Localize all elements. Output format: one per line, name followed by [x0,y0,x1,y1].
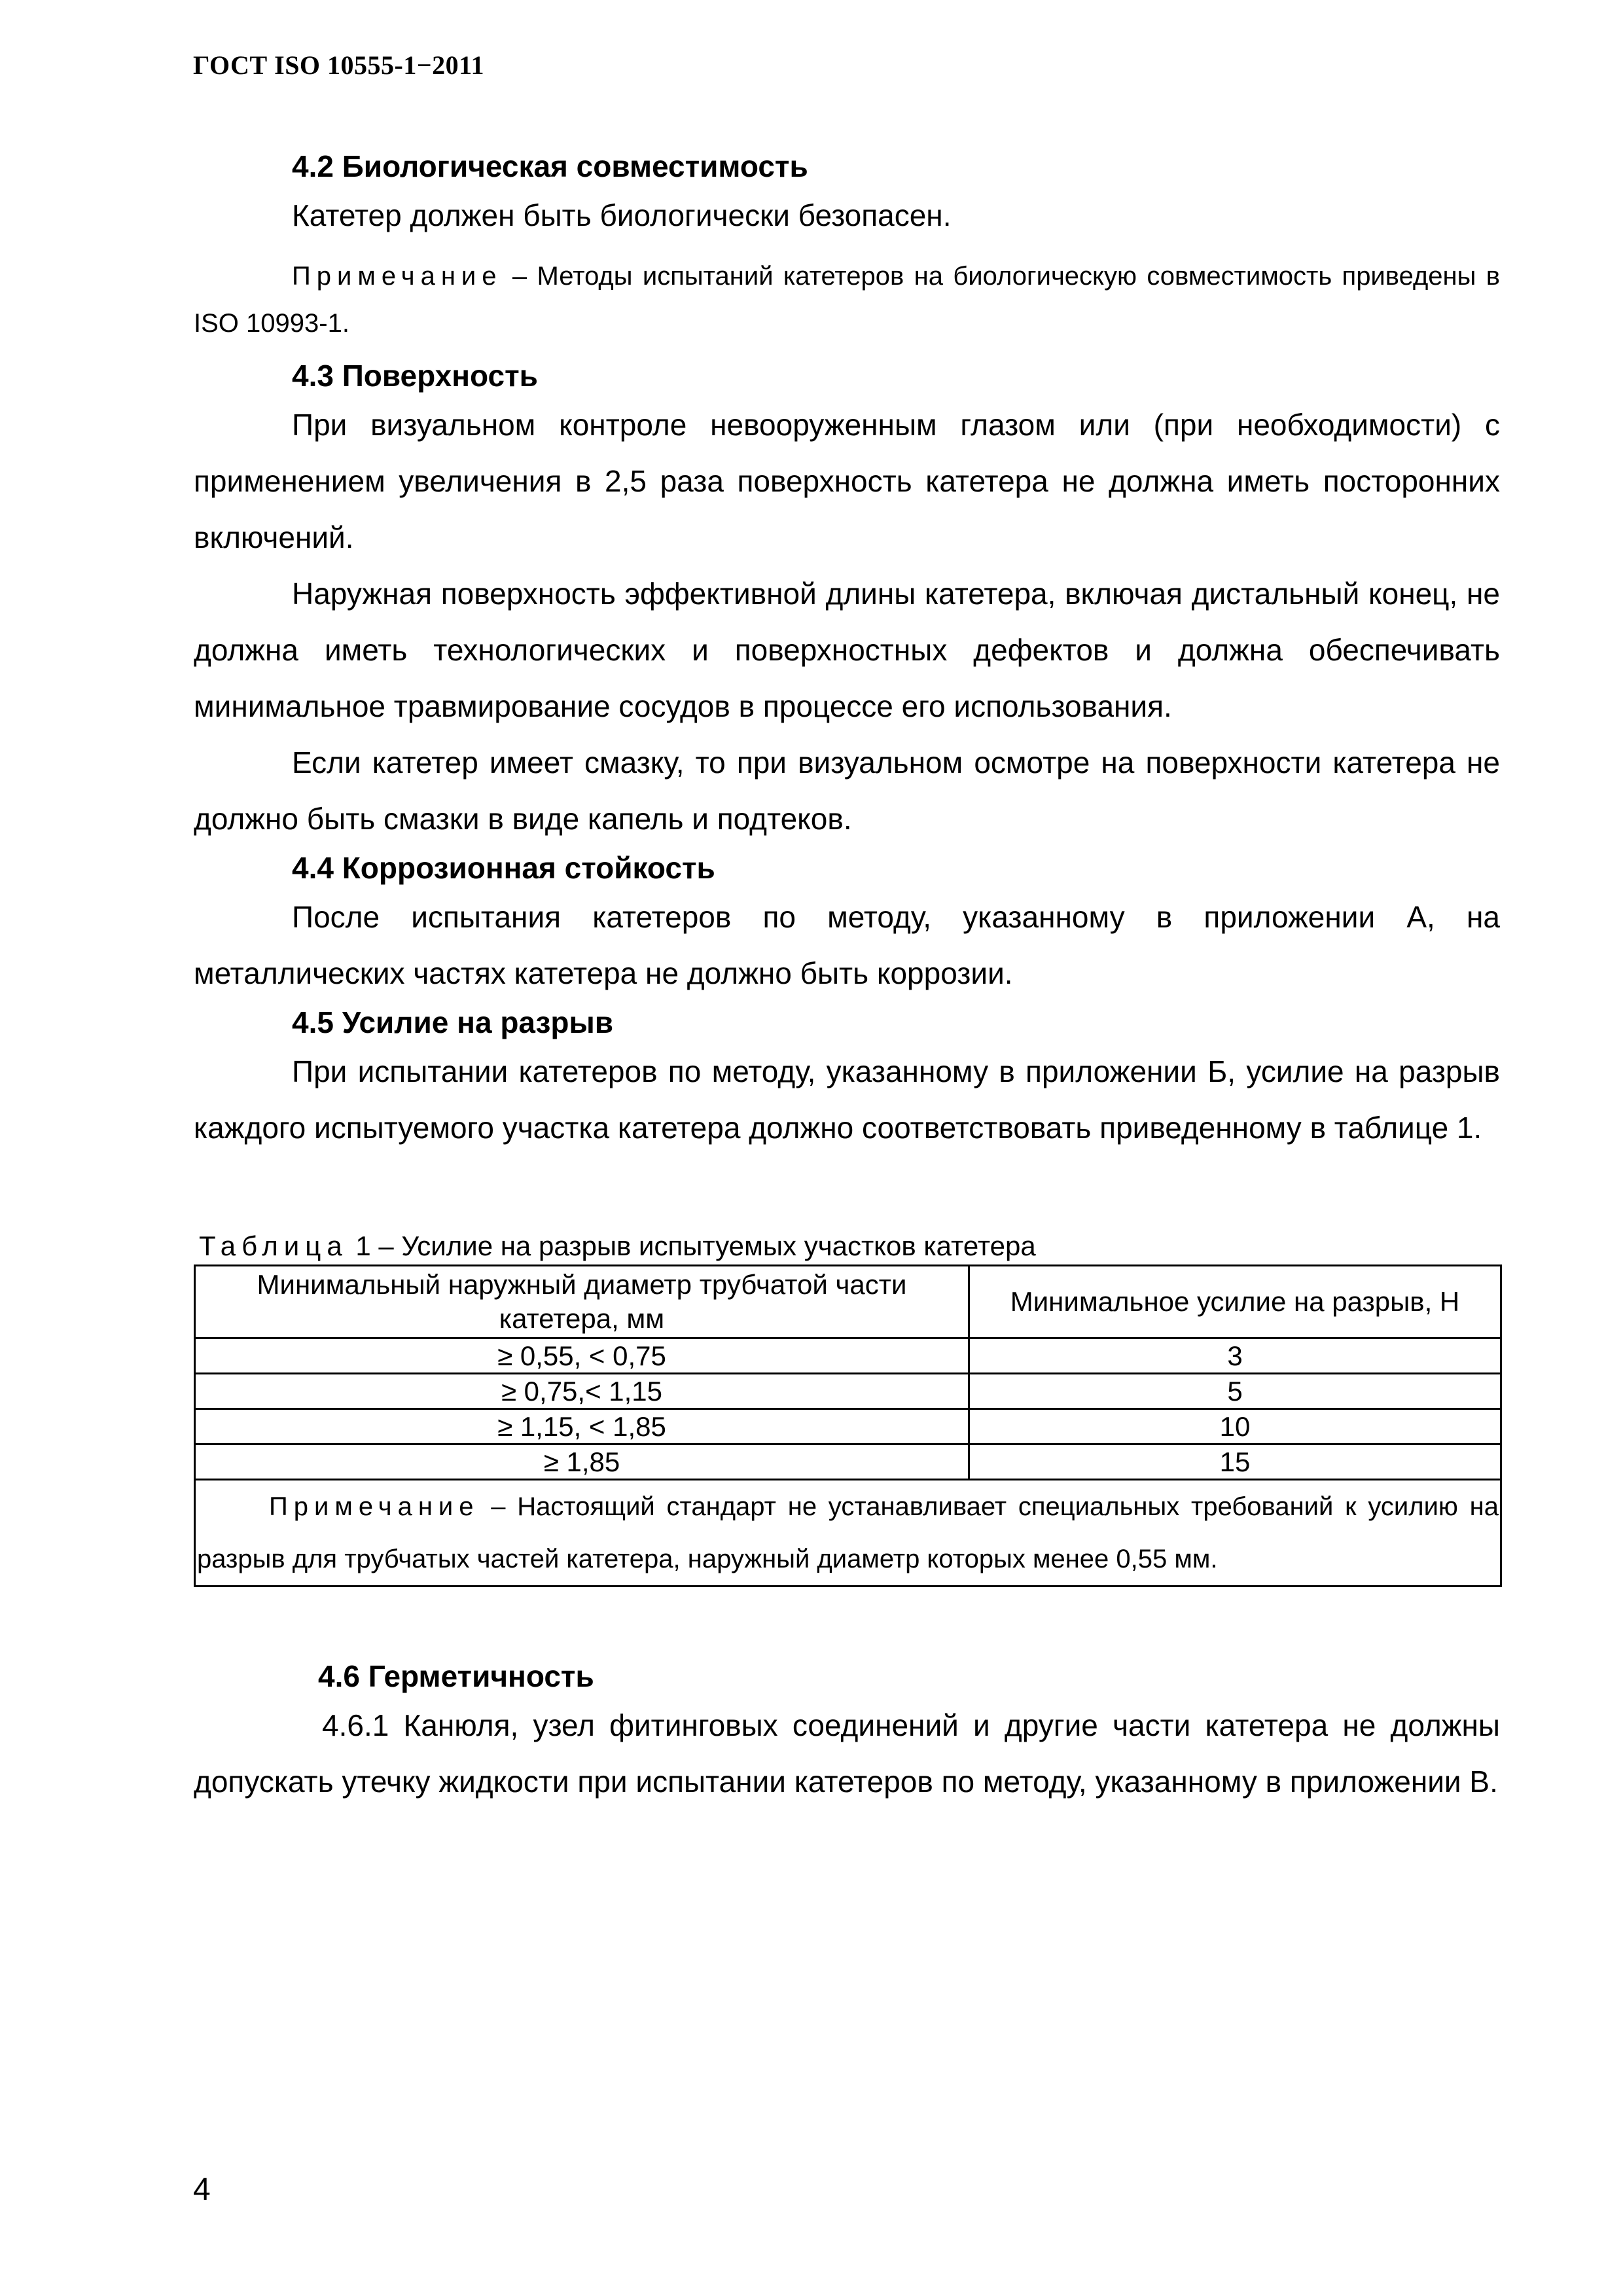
paragraph: 4.6.1 Канюля, узел фитинговых соединений и другие части катетера не должны допускать утечку жидкости при испытании катетеров по методу, указанному в приложении В. [194,1708,1500,1799]
section-heading-4-6: 4.6 Герметичность [318,1659,594,1693]
force-cell: 15 [969,1444,1501,1480]
table-note-text: – Настоящий стандарт не устанавливает специальных требований к усилию на разрыв для трубчатых частей катетера, наружный диаметр которых менее 0,55 мм. [197,1492,1499,1573]
column-header-diameter: Минимальный наружный диаметр трубчатой части катетера, мм [195,1266,969,1338]
paragraph: При визуальном контроле невооруженным глазом или (при необходимости) с применением увеличения в 2,5 раза поверхность катетера не должна иметь посторонних включений. [194,408,1500,554]
diameter-cell: ≥ 0,55, < 0,75 [195,1338,969,1374]
force-cell: 3 [969,1338,1501,1374]
table-row [195,1374,1501,1409]
paragraph: При испытании катетеров по методу, указанному в приложении Б, усилие на разрыв каждого испытуемого участка катетера должно соответствовать приведенному в таблице 1. [194,1054,1500,1145]
table-caption-label: Таблица [199,1230,348,1261]
section-heading-4-4: 4.4 Коррозионная стойкость [292,851,715,885]
table-header-row [195,1266,1501,1338]
table-note-row [195,1480,1501,1587]
paragraph: Если катетер имеет смазку, то при визуальном осмотре на поверхности катетера не должно быть смазки в виде капель и подтеков. [194,745,1500,836]
page-content [194,145,1500,1810]
table-note-label: Примечание [269,1492,480,1521]
force-cell: 5 [969,1374,1501,1409]
note [194,253,1500,347]
table-caption [194,1228,1500,1265]
paragraph: Наружная поверхность эффективной длины катетера, включая дистальный конец, не должна иметь технологических и поверхностных дефектов и должна обеспечивать минимальное травмирование сосудов в процессе его использования. [194,577,1500,723]
page-number: 4 [193,2172,211,2207]
section-heading-4-2: 4.2 Биологическая совместимость [292,149,808,183]
table-note [195,1480,1501,1587]
table-row [195,1409,1501,1444]
column-header-force: Минимальное усилие на разрыв, Н [969,1266,1501,1338]
diameter-cell: ≥ 1,85 [195,1444,969,1480]
table-row [195,1338,1501,1374]
paragraph: После испытания катетеров по методу, указанному в приложении А, на металлических частях катетера не должно быть коррозии. [194,900,1500,990]
document-header: ГОСТ ISO 10555-1−2011 [193,50,484,80]
note-label: Примечание [292,262,503,291]
section-heading-4-3: 4.3 Поверхность [292,359,538,393]
paragraph: Катетер должен быть биологически безопасен. [292,198,952,232]
diameter-cell: ≥ 1,15, < 1,85 [195,1409,969,1444]
table-caption-text: 1 – Усилие на разрыв испытуемых участков катетера [348,1230,1036,1261]
diameter-cell: ≥ 0,75,< 1,15 [195,1374,969,1409]
section-heading-4-5: 4.5 Усилие на разрыв [292,1005,614,1039]
force-table [194,1265,1502,1587]
force-cell: 10 [969,1409,1501,1444]
note-text: – Методы испытаний катетеров на биологическую совместимость приведены в ISO 10993-1. [194,262,1500,338]
table-row [195,1444,1501,1480]
